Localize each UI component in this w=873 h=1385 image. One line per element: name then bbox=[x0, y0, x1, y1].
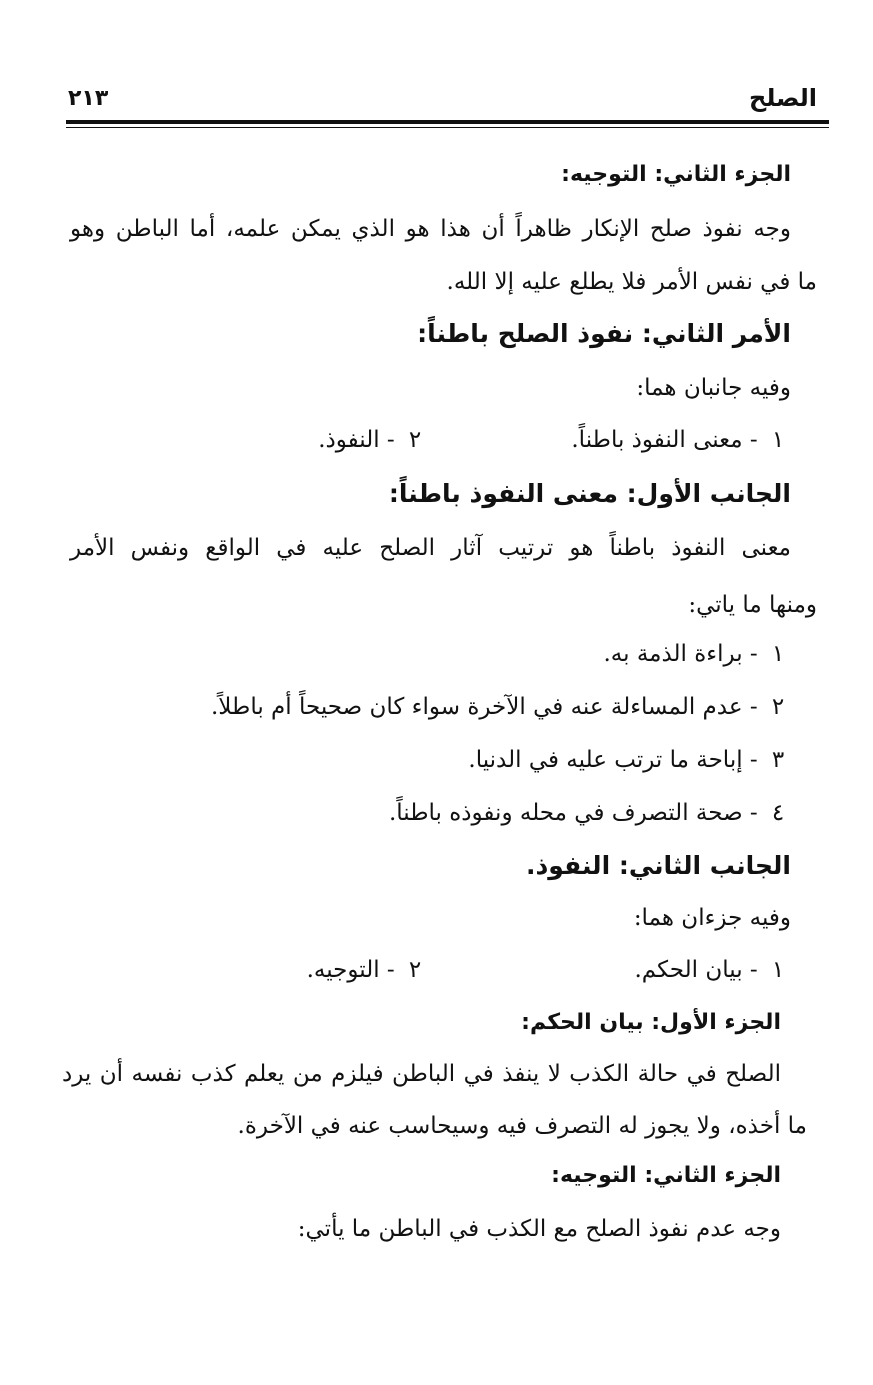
heading-second-aspect: الجانب الثاني: النفوذ. bbox=[525, 851, 791, 880]
list-item bbox=[318, 423, 428, 457]
list-item bbox=[603, 637, 791, 671]
running-title: الصلح bbox=[749, 84, 817, 112]
paragraph-line: ومنها ما ياتي: bbox=[688, 592, 817, 618]
paragraph-line: ما في نفس الأمر فلا يطلع عليه إلا الله. bbox=[446, 269, 817, 295]
list-text: - بيان الحكم. bbox=[634, 957, 758, 983]
list-text: - عدم المساءلة عنه في الآخرة سواء كان صحيحاً أم باطلاً. bbox=[211, 694, 758, 720]
list-text: - إباحة ما ترتب عليه في الدنيا. bbox=[468, 747, 758, 773]
list-text: - براءة الذمة به. bbox=[603, 641, 758, 667]
paragraph-line: ما أخذه، ولا يجوز له التصرف فيه وسيحاسب عنه في الآخرة. bbox=[237, 1113, 807, 1139]
heading-second-matter: الأمر الثاني: نفوذ الصلح باطناً: bbox=[417, 319, 791, 348]
header-rule-thick bbox=[66, 120, 829, 124]
list-text: - صحة التصرف في محله ونفوذه باطناً. bbox=[388, 800, 758, 826]
list-item bbox=[571, 423, 791, 457]
paragraph-line: معنى النفوذ باطناً هو ترتيب آثار الصلح عليه في الواقع ونفس الأمر bbox=[70, 535, 791, 561]
list-number: ١ bbox=[771, 641, 785, 667]
list-number: ٢ bbox=[408, 957, 422, 983]
page-header bbox=[66, 82, 829, 118]
paragraph-line: وجه نفوذ صلح الإنكار ظاهراً أن هذا هو الذي يمكن علمه، أما الباطن وهو bbox=[70, 216, 791, 242]
paragraph-line: الصلح في حالة الكذب لا ينفذ في الباطن فيلزم من يعلم كذب نفسه أن يرد bbox=[62, 1061, 781, 1087]
page-number: ٢١٣ bbox=[68, 86, 109, 111]
list-text: - النفوذ. bbox=[318, 427, 395, 453]
paragraph-line: وجه عدم نفوذ الصلح مع الكذب في الباطن ما يأتي: bbox=[297, 1216, 781, 1242]
paragraph-line: وفيه جانبان هما: bbox=[636, 375, 791, 401]
list-item bbox=[634, 953, 791, 987]
paragraph-line: وفيه جزءان هما: bbox=[633, 905, 791, 931]
header-rule-thin bbox=[66, 127, 829, 128]
heading-part-two-guidance: الجزء الثاني: التوجيه: bbox=[561, 162, 791, 187]
list-item bbox=[389, 796, 791, 830]
heading-part-one-ruling: الجزء الأول: بيان الحكم: bbox=[521, 1010, 781, 1035]
list-text: - معنى النفوذ باطناً. bbox=[571, 427, 758, 453]
list-text: - التوجيه. bbox=[306, 957, 395, 983]
list-number: ٤ bbox=[771, 800, 785, 826]
list-item bbox=[211, 690, 791, 724]
list-number: ١ bbox=[771, 427, 785, 453]
heading-first-aspect: الجانب الأول: معنى النفوذ باطناً: bbox=[388, 479, 791, 508]
list-number: ٢ bbox=[408, 427, 422, 453]
list-number: ١ bbox=[771, 957, 785, 983]
list-number: ٣ bbox=[771, 747, 785, 773]
list-number: ٢ bbox=[771, 694, 785, 720]
list-item bbox=[307, 953, 428, 987]
heading-part-two-guidance: الجزء الثاني: التوجيه: bbox=[551, 1163, 781, 1188]
list-item bbox=[468, 743, 791, 777]
